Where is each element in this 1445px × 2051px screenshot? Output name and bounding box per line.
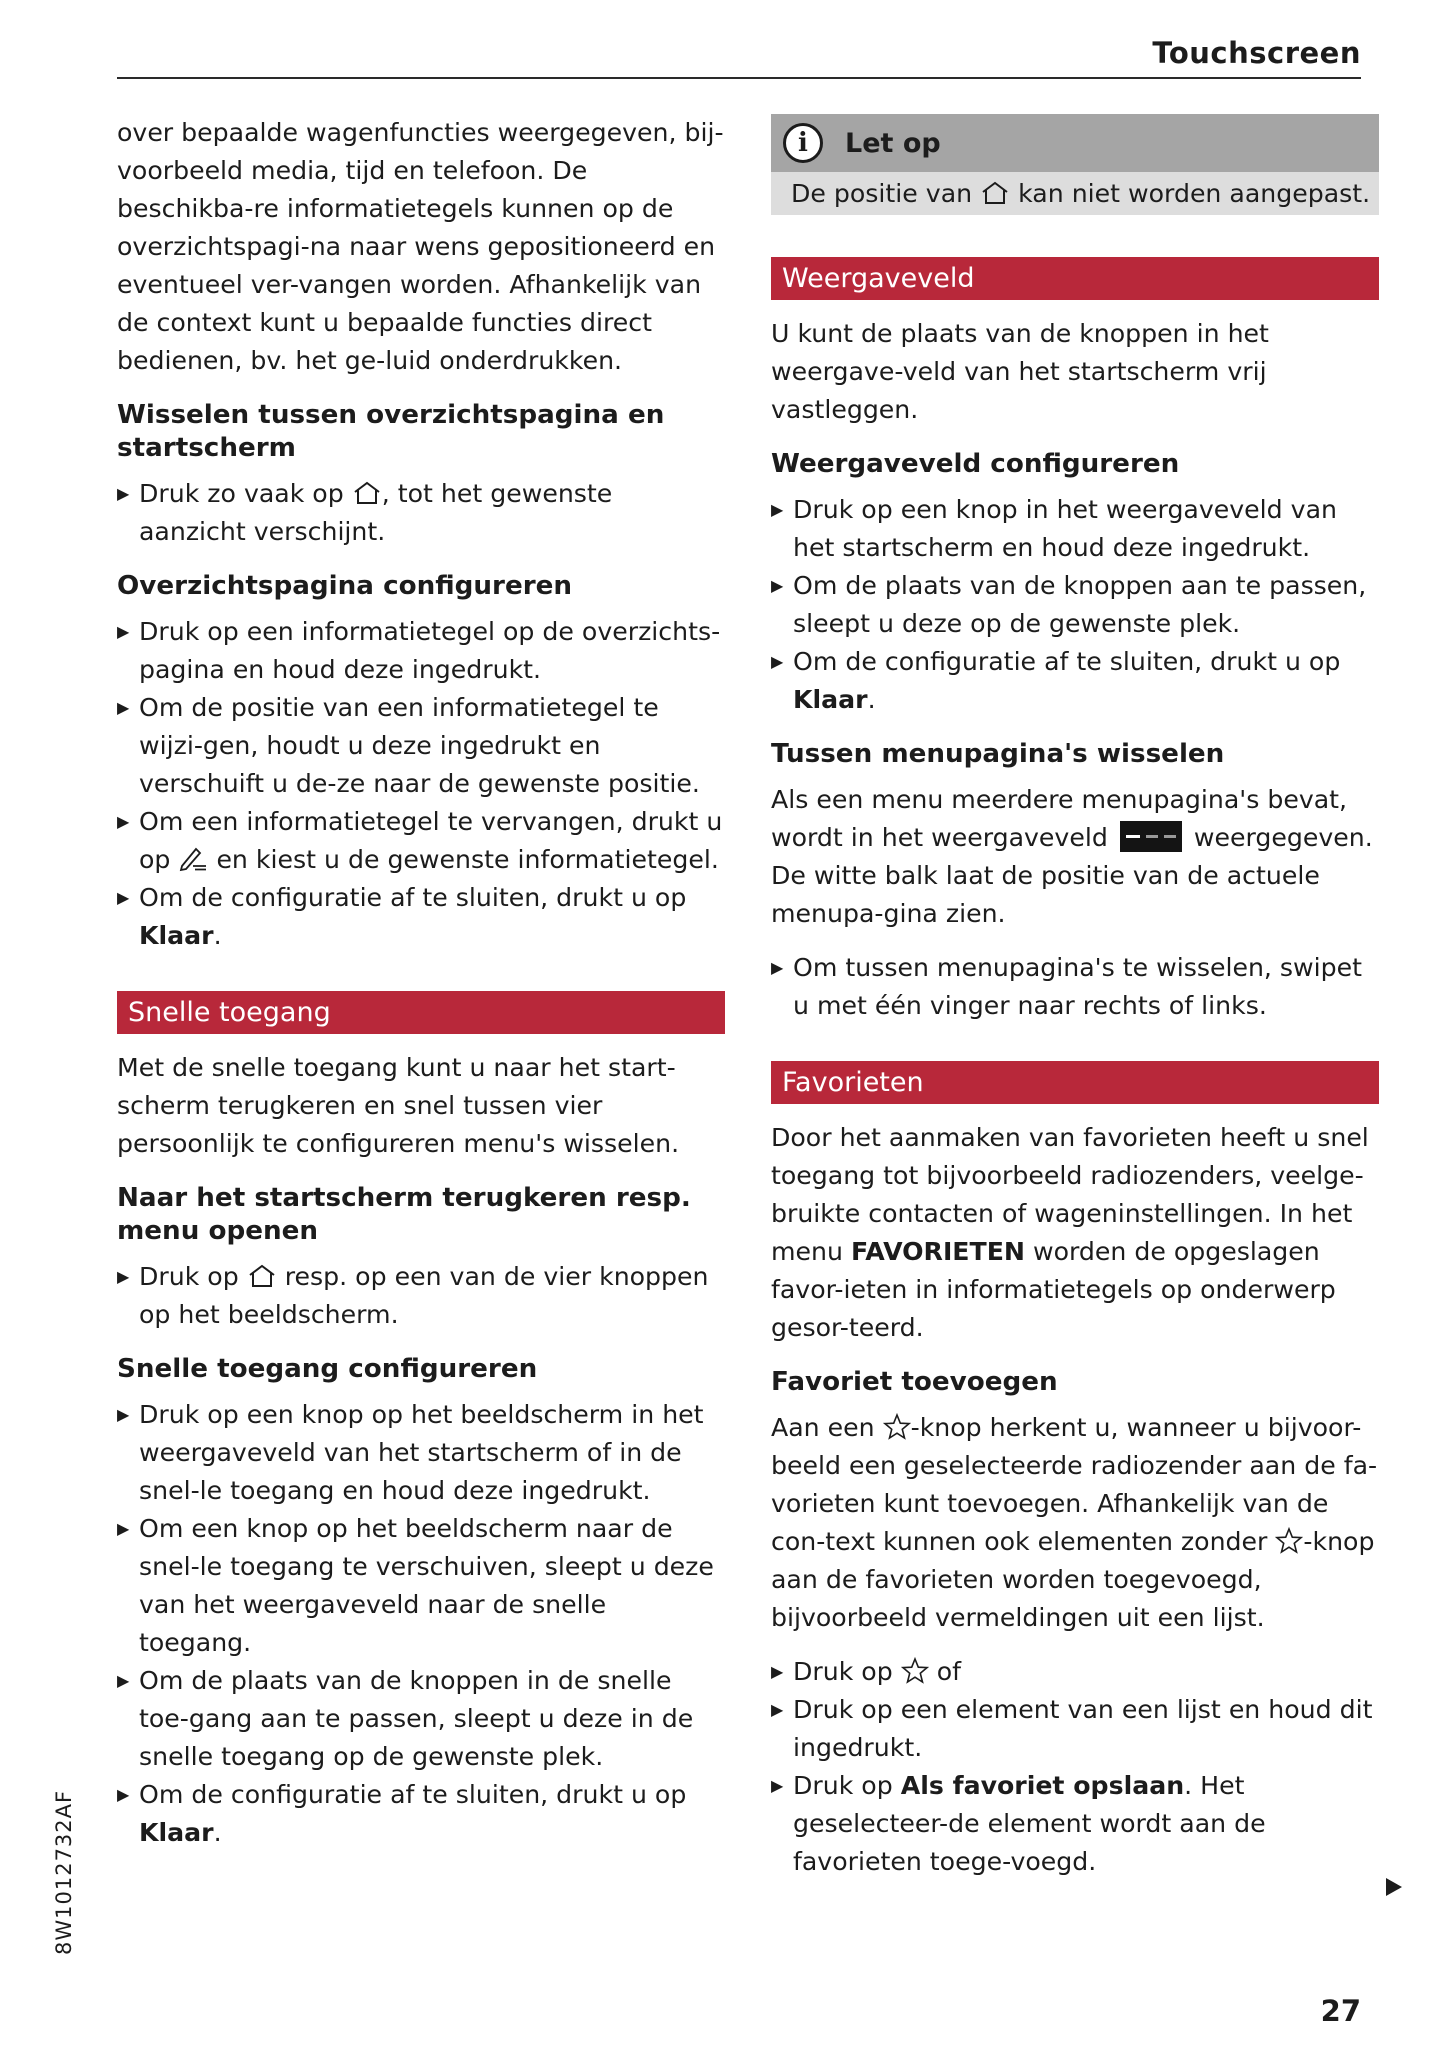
note-header bbox=[771, 114, 1379, 172]
quick-access-intro: Met de snelle toegang kunt u naar het start-scherm terugkeren en snel tussen vier persoonlijk te configureren menu's wisselen. bbox=[117, 1053, 680, 1158]
bullet-arrow-icon: ▶ bbox=[117, 484, 130, 503]
star-outline-icon bbox=[883, 1413, 911, 1440]
fav-add-steps bbox=[771, 1653, 1379, 1881]
list-item: ▶ Druk zo vaak op , tot het gewenste aanzicht verschijnt. bbox=[117, 475, 725, 551]
list-item: ▶ Druk op een element van een lijst en houd dit ingedrukt. bbox=[771, 1691, 1379, 1767]
home-icon bbox=[980, 180, 1010, 206]
heading-menu-pages: Tussen menupagina's wisselen bbox=[771, 739, 1225, 769]
heading-quick-config: Snelle toegang configureren bbox=[117, 1354, 538, 1384]
note-body: De positie van kan niet worden aangepast. bbox=[791, 179, 1371, 208]
return-home-steps bbox=[117, 1258, 725, 1334]
star-outline-icon bbox=[1275, 1527, 1303, 1554]
pencil-list-icon bbox=[178, 844, 208, 872]
list-item: ▶ Druk op resp. op een van de vier knoppen op het beeldscherm. bbox=[117, 1258, 725, 1334]
display-config-steps bbox=[771, 491, 1379, 719]
heading-switch: Wisselen tussen overzichtspagina en startscherm bbox=[117, 400, 665, 463]
section-bar-quick-access: Snelle toegang bbox=[117, 991, 725, 1034]
bullet-arrow-icon: ▶ bbox=[117, 1405, 130, 1424]
home-icon bbox=[352, 480, 382, 506]
right-column bbox=[771, 114, 1379, 1881]
list-item: ▶ Om een informatietegel te vervangen, drukt u op en kiest u de gewenste informatietegel. bbox=[117, 803, 725, 879]
bullet-arrow-icon: ▶ bbox=[771, 1700, 784, 1719]
bullet-arrow-icon: ▶ bbox=[117, 888, 130, 907]
bullet-arrow-icon: ▶ bbox=[771, 1662, 784, 1681]
list-item: ▶ Druk op of bbox=[771, 1653, 1379, 1691]
display-field-intro: U kunt de plaats van de knoppen in het weergave-veld van het startscherm vrij vastleggen. bbox=[771, 319, 1269, 424]
bullet-arrow-icon: ▶ bbox=[117, 1267, 130, 1286]
bullet-arrow-icon: ▶ bbox=[117, 622, 130, 641]
list-item: ▶ Om de configuratie af te sluiten, drukt u op Klaar. bbox=[117, 879, 725, 955]
page-header-title: Touchscreen bbox=[1152, 36, 1361, 70]
heading-return-home: Naar het startscherm terugkeren resp. menu openen bbox=[117, 1183, 691, 1246]
section-bar-favorites: Favorieten bbox=[771, 1061, 1379, 1104]
page-number: 27 bbox=[1320, 1994, 1361, 2028]
heading-overview-config: Overzichtspagina configureren bbox=[117, 571, 573, 601]
section-bar-display-field: Weergaveveld bbox=[771, 257, 1379, 300]
bullet-arrow-icon: ▶ bbox=[771, 652, 784, 671]
menu-pages-paragraph: Als een menu meerdere menupagina's bevat, wordt in het weergaveveld weergegeven. De witte balk laat de positie van de actuele menupa-gina zien. bbox=[771, 785, 1373, 928]
bullet-arrow-icon: ▶ bbox=[771, 500, 784, 519]
next-page-arrow-icon bbox=[1384, 1876, 1404, 1898]
bullet-arrow-icon: ▶ bbox=[771, 958, 784, 977]
list-item: ▶ Om de configuratie af te sluiten, drukt u op Klaar. bbox=[771, 643, 1379, 719]
list-item: ▶ Om de plaats van de knoppen in de snelle toe-gang aan te passen, sleept u deze in de snelle toegang op de gewenste plek. bbox=[117, 1662, 725, 1776]
quick-config-steps bbox=[117, 1396, 725, 1852]
bullet-arrow-icon: ▶ bbox=[117, 1671, 130, 1690]
left-column bbox=[117, 114, 725, 1852]
list-item: ▶ Om een knop op het beeldscherm naar de snel-le toegang te verschuiven, sleept u deze van het weergaveveld naar de snelle toegang. bbox=[117, 1510, 725, 1662]
list-item: ▶ Om de plaats van de knoppen aan te passen, sleept u deze op de gewenste plek. bbox=[771, 567, 1379, 643]
bullet-arrow-icon: ▶ bbox=[117, 698, 130, 717]
info-icon: i bbox=[783, 123, 823, 163]
bullet-arrow-icon: ▶ bbox=[117, 812, 130, 831]
document-code: 8W1012732AF bbox=[52, 1789, 76, 1955]
list-item: ▶ Druk op een informatietegel op de overzichts-pagina en houd deze ingedrukt. bbox=[117, 613, 725, 689]
overview-config-steps bbox=[117, 613, 725, 955]
bullet-arrow-icon: ▶ bbox=[771, 576, 784, 595]
fav-add-paragraph: Aan een -knop herkent u, wanneer u bijvoor-beeld een geselecteerde radiozender aan de fa-vorieten kunt toevoegen. Afhankelijk van de con-text kunnen ook elementen zonder -knop aan de favorieten worden toegevoegd, bijvoorbeeld vermeldingen uit een lijst. bbox=[771, 1413, 1378, 1632]
heading-fav-add: Favoriet toevoegen bbox=[771, 1367, 1058, 1397]
switch-steps bbox=[117, 475, 725, 551]
note-title: Let op bbox=[845, 127, 941, 159]
list-item: ▶ Om tussen menupagina's te wisselen, swipet u met één vinger naar rechts of links. bbox=[771, 949, 1379, 1025]
bullet-arrow-icon: ▶ bbox=[117, 1519, 130, 1538]
menu-page-indicator-icon bbox=[1120, 821, 1182, 852]
list-item: ▶ Druk op Als favoriet opslaan. Het geselecteer-de element wordt aan de favorieten toege-voegd. bbox=[771, 1767, 1379, 1881]
bullet-arrow-icon: ▶ bbox=[771, 1776, 784, 1795]
list-item: ▶ Om de positie van een informatietegel te wijzi-gen, houdt u deze ingedrukt en verschuift u de-ze naar de gewenste positie. bbox=[117, 689, 725, 803]
bullet-arrow-icon: ▶ bbox=[117, 1785, 130, 1804]
home-icon bbox=[247, 1263, 277, 1289]
note-box bbox=[771, 114, 1379, 215]
heading-display-config: Weergaveveld configureren bbox=[771, 449, 1180, 479]
list-item: ▶ Om de configuratie af te sluiten, drukt u op Klaar. bbox=[117, 1776, 725, 1852]
intro-paragraph: over bepaalde wagenfuncties weergegeven, bij-voorbeeld media, tijd en telefoon. De beschikba-re informatietegels kunnen op de overzichtspagi-na naar wens gepositioneerd en eventueel ver-vangen worden. Afhankelijk van de context kunt u bepaalde functies direct bedienen, bv. het ge-luid onderdrukken. bbox=[117, 118, 724, 375]
favorites-paragraph: Door het aanmaken van favorieten heeft u snel toegang tot bijvoorbeeld radiozenders, veelge-bruikte contacten of wageninstellingen. In het menu FAVORIETEN worden de opgeslagen favor-ieten in informatietegels op onderwerp gesor-teerd. bbox=[771, 1123, 1369, 1342]
list-item: ▶ Druk op een knop op het beeldscherm in het weergaveveld van het startscherm of in de snel-le toegang en houd deze ingedrukt. bbox=[117, 1396, 725, 1510]
header-rule bbox=[117, 77, 1361, 79]
list-item: ▶ Druk op een knop in het weergaveveld van het startscherm en houd deze ingedrukt. bbox=[771, 491, 1379, 567]
star-outline-icon bbox=[901, 1657, 929, 1684]
menu-pages-steps bbox=[771, 949, 1379, 1025]
